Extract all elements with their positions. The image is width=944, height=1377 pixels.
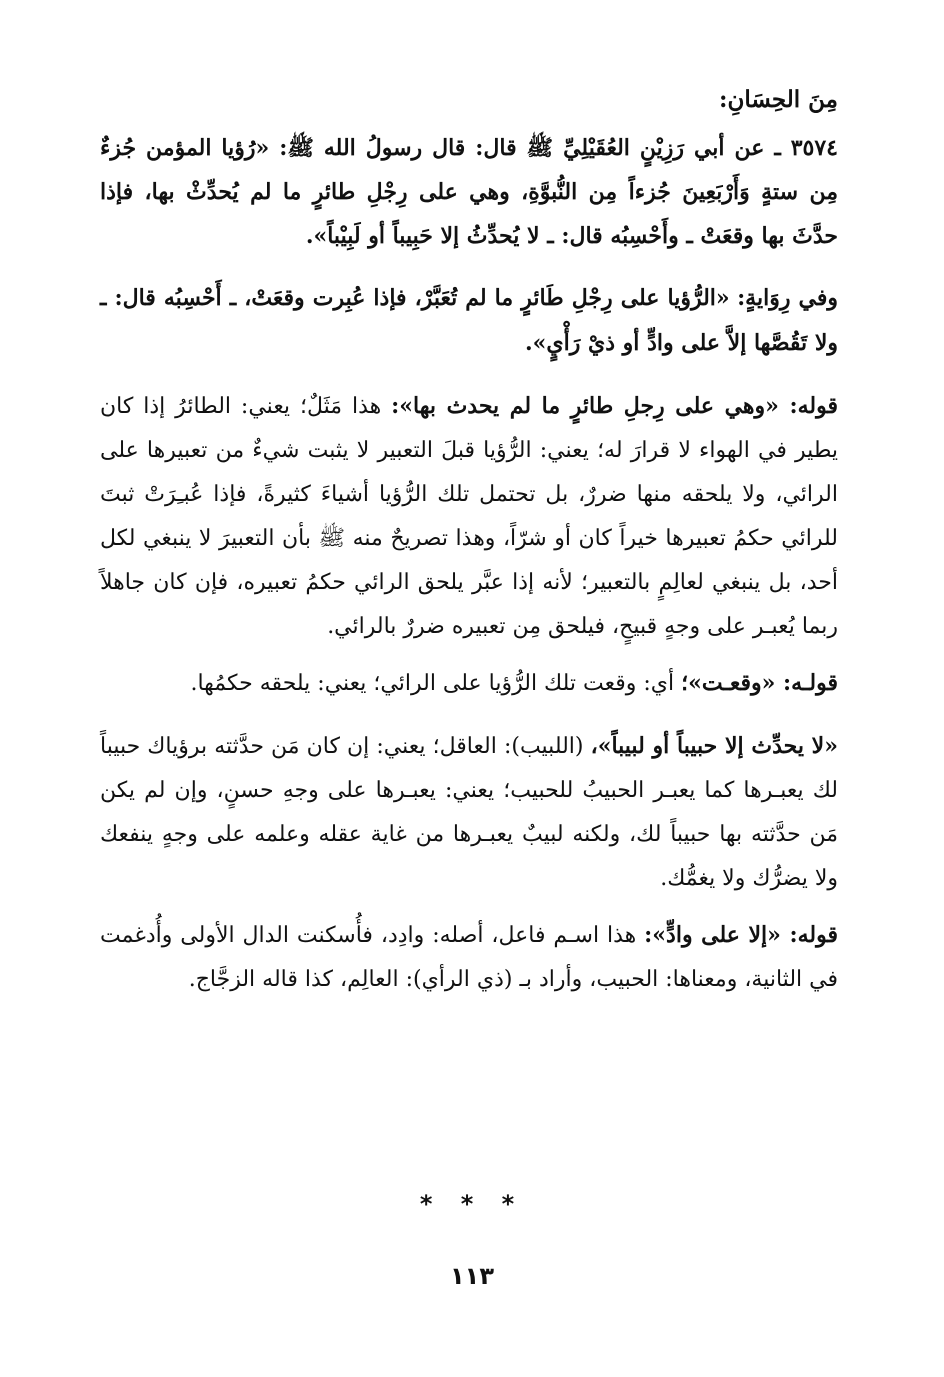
commentary-text: هذا اسـم فاعل، أصله: وادِد، فأُسكنت الدال الأولى وأُدغمت في الثانية، ومعناها: الحبيب، وأراد بـ (ذي الرأي): العالِم، كذا قاله الزجَّاج. bbox=[100, 923, 838, 992]
hadith-main bbox=[100, 126, 838, 258]
commentary-text: (اللبيب): العاقل؛ يعني: إن كان مَن حدَّثته برؤياك حبيباً لك يعبـرها كما يعبـر الحبيبُ للحبيب؛ يعني: يعبـرها على وجهِ حسنٍ، وإن لم يكن مَن حدَّثته بها حبيباً لك، ولكنه لبيبٌ يعبـرها من غاية عقله وعلمه على وجهٍ ينفعك ولا يضرُّك ولا يغمُّك. bbox=[100, 734, 838, 891]
commentary-paragraph bbox=[100, 661, 838, 706]
section-title: مِنَ الحِسَانِ: bbox=[719, 86, 838, 113]
page-number: ١١٣ bbox=[450, 1262, 494, 1290]
hadith-riwaya bbox=[100, 276, 838, 366]
page-body bbox=[100, 78, 838, 1002]
riwaya-label: وفي رِوَايةٍ: bbox=[737, 285, 838, 311]
commentary-lead: قوله: «وهي على رِجلِ طائرٍ ما لم يحدث بها»: bbox=[391, 393, 838, 419]
commentary-lead: قولـه: «وقعـت»؛ bbox=[681, 670, 838, 696]
hadith-text: عن أبي رَزِيْنٍ العُقَيْلِيِّ ﷺ قال: قال رسولُ الله ﷺ: «رُؤيا المؤمن جُزءٌ مِن ستةٍ وَأَرْبَعِينَ جُزءاً مِن النُّبوَّةِ، وهي على رِجْلِ طائرٍ ما لم يُحدِّثْ بها، فإذا حدَّثَ بها وقعَتْ ـ وأَحْسِبُه قال: ـ لا يُحدِّثُ إلا حَبِيباً أو لَبِيْباً». bbox=[100, 135, 838, 249]
commentary-paragraph bbox=[100, 724, 838, 901]
riwaya-text: «الرُّؤيا على رِجْلِ طَائرٍ ما لم تُعَبَّرْ، فإذا عُبِرت وقعَتْ، ـ أَحْسِبُه قال: ـ ولا تَقُصَّها إلاَّ على وادٍّ أو ذيْ رَأْيٍ». bbox=[100, 285, 838, 356]
section-separator: * * * bbox=[419, 1190, 525, 1218]
commentary-lead: «لا يحدِّث إلا حبيباً أو لبيباً»، bbox=[590, 733, 838, 759]
commentary-paragraph bbox=[100, 913, 838, 1002]
hadith-number: ٣٥٧٤ ـ bbox=[774, 135, 838, 161]
commentary-text: هذا مَثَلٌ؛ يعني: الطائرُ إذا كان يطير في الهواء لا قرارَ له؛ يعني: الرُّؤيا قبلَ التعبير لا يثبت شيءٌ من تعبيرها على الرائي، ولا يلحقه منها ضررٌ، بل تحتمل تلك الرُّؤيا أشياءَ كثيرةً، فإذا عُبـِرَتْ ثبتَ للرائي حكمُ تعبيرها خيراً كان أو شرّاً، وهذا تصريحٌ منه ﷺ بأن التعبيرَ لا ينبغي لكل أحد، بل ينبغي لعالِمٍ بالتعبير؛ لأنه إذا عبَّر يلحق الرائي حكمُ تعبيره، فإن كان جاهلاً ربما يُعبـر على وجهٍ قبيحٍ، فيلحق مِن تعبيره ضررٌ بالرائي. bbox=[100, 394, 838, 639]
commentary-text: أي: وقعت تلك الرُّؤيا على الرائي؛ يعني: يلحقه حكمُها. bbox=[190, 671, 675, 696]
commentary-paragraph bbox=[100, 384, 838, 649]
commentary-lead: قوله: «إلا على وادٍّ»: bbox=[644, 922, 838, 948]
